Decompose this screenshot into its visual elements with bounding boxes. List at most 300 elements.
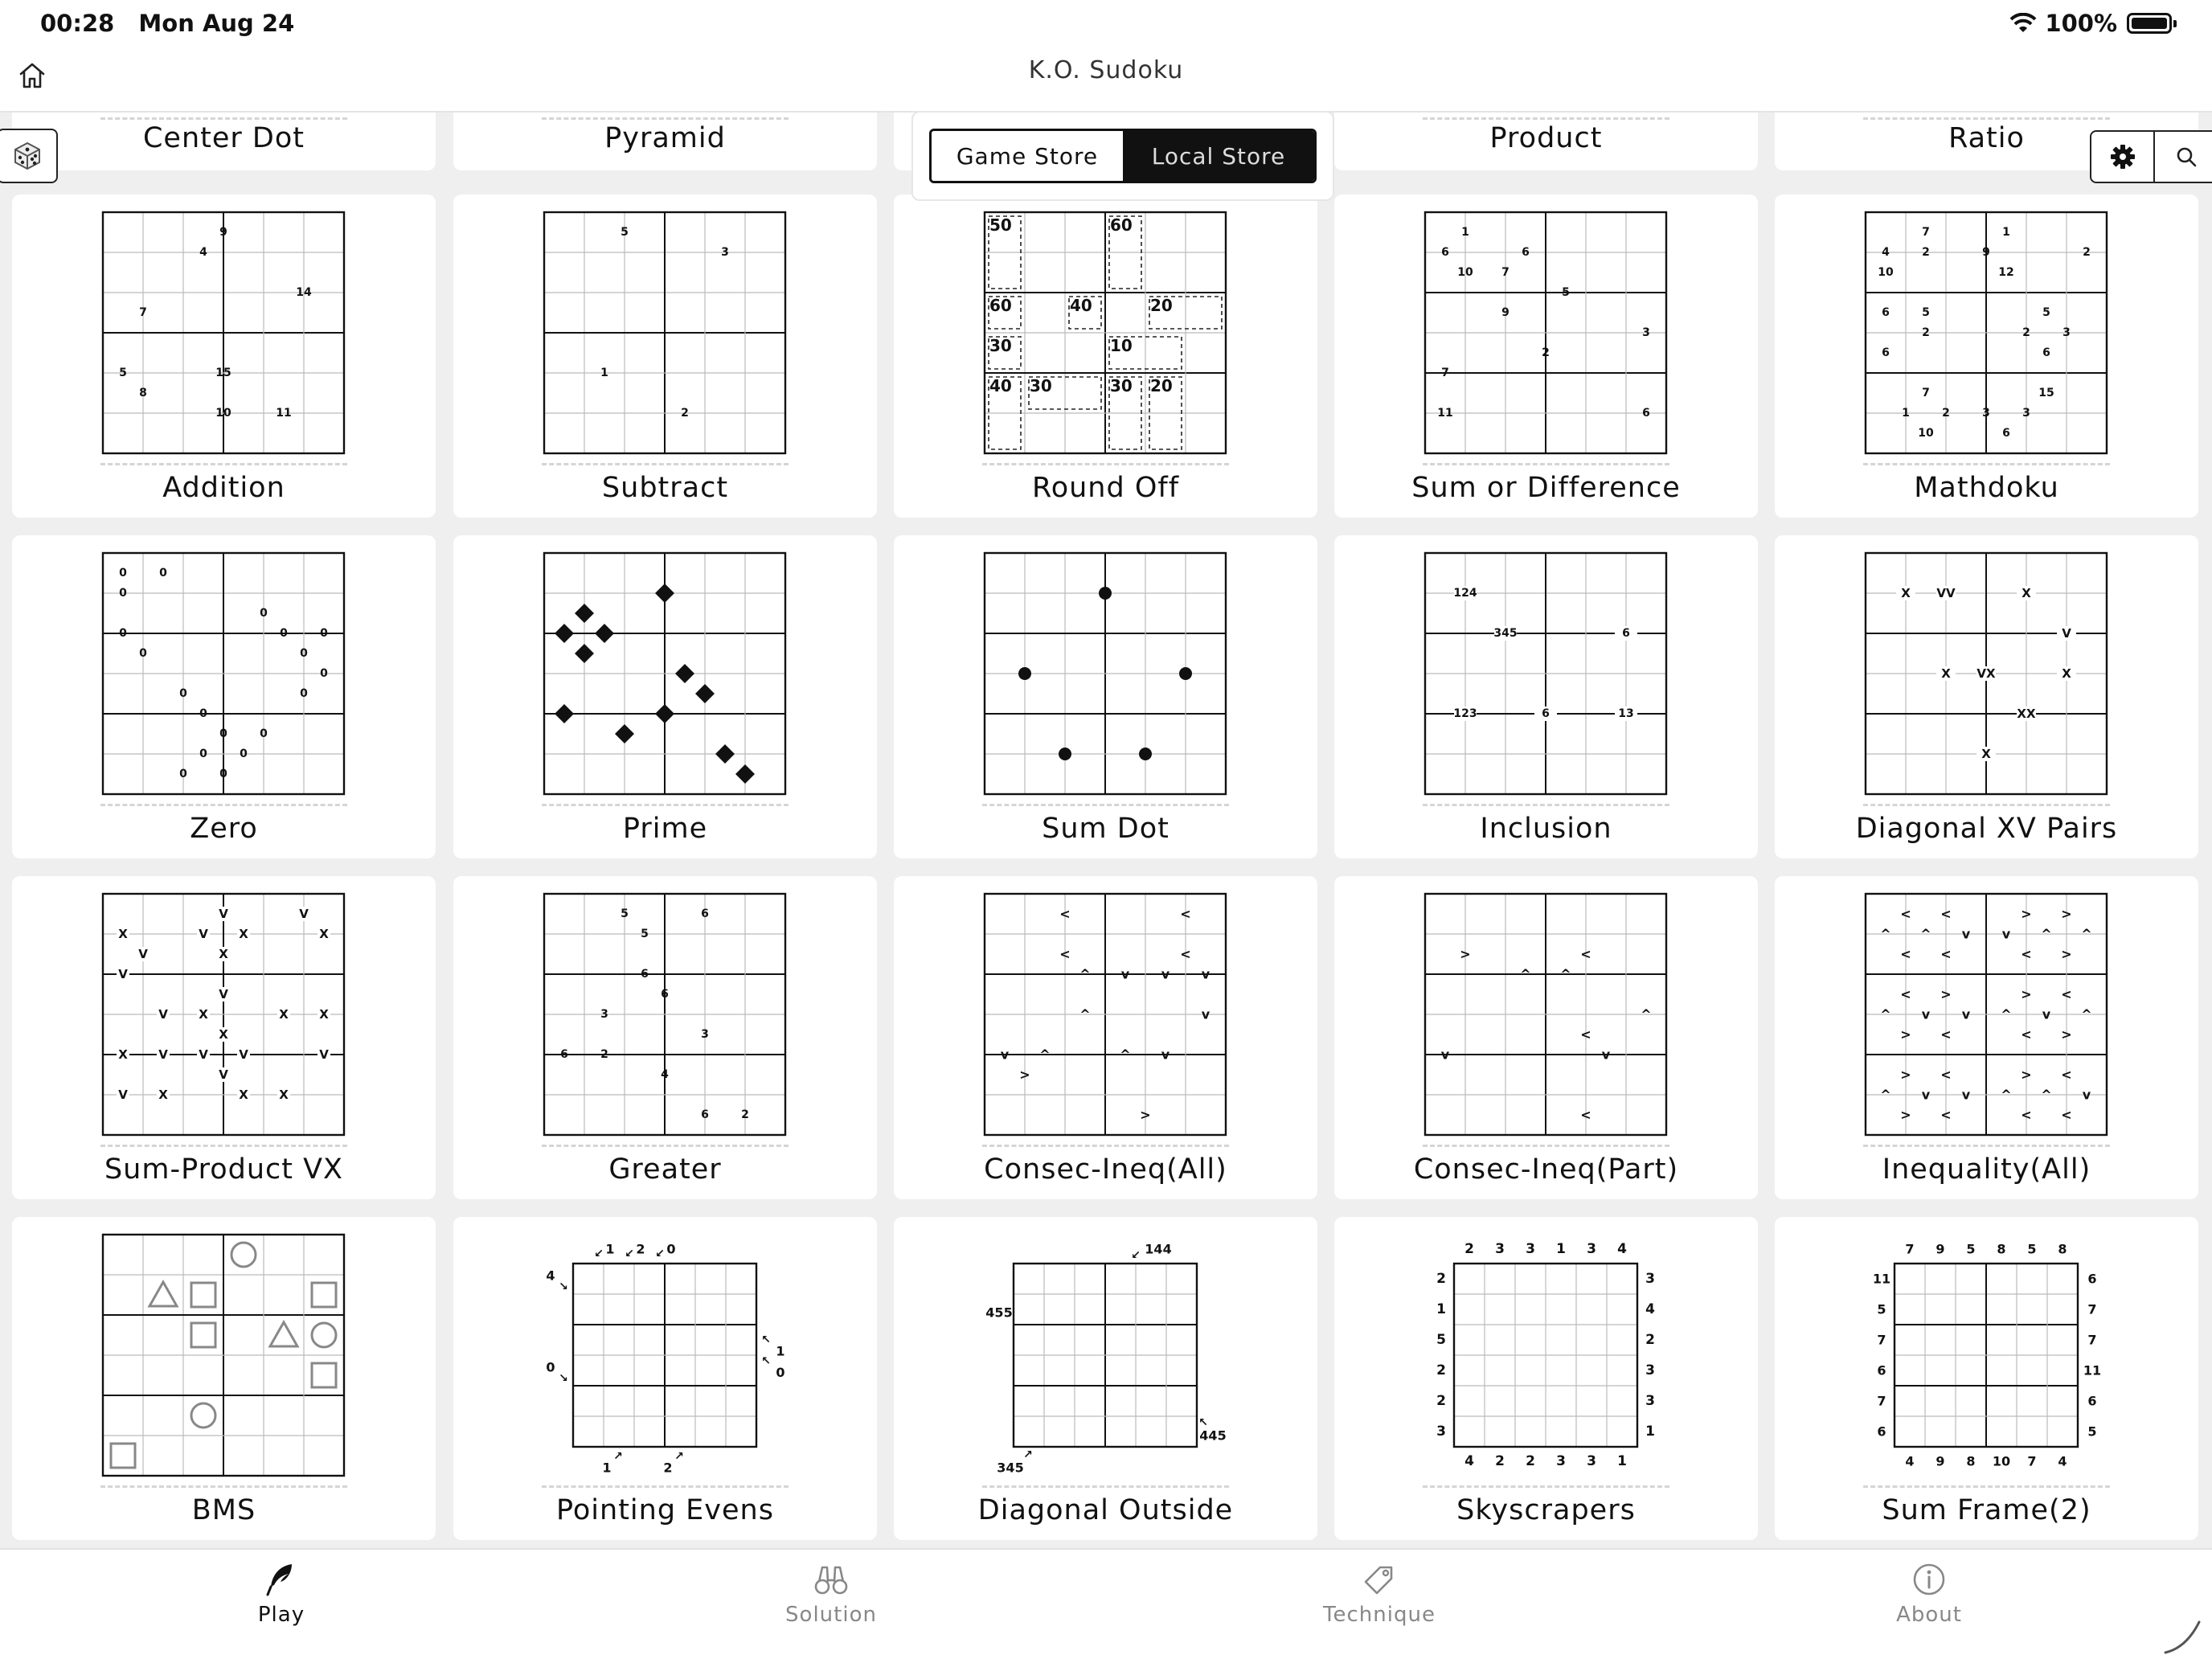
card-divider [1863, 804, 2110, 806]
clue-11: 2 [1922, 326, 1930, 339]
left-clue-1: 0 [546, 1359, 555, 1375]
clue-9: 4 [661, 1068, 669, 1081]
puzzle-label: Inequality(All) [1882, 1153, 2091, 1186]
clue-17: V [199, 1047, 208, 1062]
puzzle-thumbnail [1423, 551, 1668, 796]
clue-8: 0 [300, 647, 308, 660]
ineq-12: < [2021, 946, 2032, 962]
ineq-8: ^ [1079, 1006, 1091, 1022]
ineq-1: < [1180, 906, 1191, 922]
clue-18: V [239, 1047, 248, 1062]
clue-5: 2 [2083, 246, 2091, 259]
clue-23: 6 [2002, 427, 2010, 440]
puzzle-card-sum-or-difference[interactable] [1334, 195, 1758, 518]
clue-8: 2 [1542, 346, 1550, 359]
bms-circle-6 [312, 1323, 336, 1347]
clue-14: 0 [260, 727, 268, 740]
card-divider [542, 463, 789, 465]
settings-button[interactable] [2091, 132, 2155, 182]
puzzle-card-top-1[interactable] [453, 113, 877, 170]
status-time: 00:28 [40, 10, 115, 37]
clue-6: 10 [1878, 266, 1894, 279]
clue-17: 0 [179, 768, 187, 780]
clue-4: X [239, 927, 248, 941]
puzzle-thumbnail [1864, 211, 2108, 455]
right-clue-1: 4 [1645, 1301, 1655, 1317]
card-divider [1423, 1485, 1669, 1488]
puzzle-label: Consec-Ineq(Part) [1413, 1153, 1679, 1186]
puzzle-card-skyscrapers[interactable] [1334, 1217, 1758, 1540]
bottom-clue-0: 1 [602, 1460, 612, 1476]
card-divider [100, 804, 347, 806]
bms-triangle-1 [150, 1282, 177, 1306]
clue-1: 1 [2002, 226, 2010, 239]
clue-22: 10 [1918, 427, 1934, 440]
puzzle-label: Center Dot [142, 122, 305, 154]
right-clue-0: 6 [2087, 1271, 2097, 1287]
ineq-3: < [1580, 946, 1591, 962]
clue-6: 3 [701, 1028, 709, 1041]
top-clue-1: 2 [636, 1241, 645, 1257]
puzzle-card-consec-ineq-all-[interactable] [894, 876, 1317, 1199]
clue-3: 7 [139, 306, 147, 319]
card-divider [1423, 463, 1669, 465]
game-store-tab[interactable]: Game Store [932, 131, 1123, 181]
sum-dot-2 [1179, 667, 1192, 680]
card-divider [542, 1485, 789, 1488]
search-button[interactable] [2155, 132, 2212, 182]
battery-percent: 100% [2045, 10, 2117, 37]
dice-icon [11, 140, 43, 172]
puzzle-card-consec-ineq-part-[interactable] [1334, 876, 1758, 1199]
clue-5: 5 [1562, 286, 1570, 299]
right-clue-3: 3 [1645, 1362, 1655, 1378]
clue-6: X [2062, 666, 2071, 681]
left-clue-2: 5 [1436, 1332, 1446, 1348]
puzzle-label: Sum Dot [1042, 813, 1169, 845]
puzzle-card-inclusion[interactable] [1334, 535, 1758, 858]
puzzle-label: Subtract [601, 472, 729, 504]
clue-0: 1 [1461, 226, 1469, 239]
top-clue-5: 8 [2058, 1241, 2067, 1257]
puzzle-thumbnail [1423, 211, 1668, 455]
clue-1: 3 [721, 246, 729, 259]
left-clue-3: 2 [1436, 1362, 1446, 1378]
prime-diamond-2 [555, 624, 574, 643]
ineq-26: < [2021, 1026, 2032, 1043]
right-clue-3: 11 [2083, 1362, 2102, 1378]
ineq-20: v [1961, 1006, 1971, 1022]
puzzle-label: Zero [190, 813, 258, 845]
clue-7: X [219, 947, 228, 961]
clue-10: V [158, 1007, 168, 1022]
ineq-23: ^ [2081, 1006, 2092, 1022]
clue-8: V [118, 967, 128, 981]
clue-21: 3 [2022, 407, 2030, 420]
sum-dot-1 [1018, 667, 1031, 680]
clue-2: 6 [1522, 246, 1530, 259]
ineq-14: < [1900, 986, 1911, 1002]
top-clue-2: 0 [666, 1241, 676, 1257]
ineq-36: ^ [2041, 1087, 2052, 1103]
puzzle-card-mathdoku[interactable] [1775, 195, 2198, 518]
scroll-indicator [2162, 1616, 2202, 1656]
clue-0: 124 [1453, 587, 1477, 600]
clue-1: 6 [1441, 246, 1449, 259]
clue-16: V [158, 1047, 168, 1062]
right-clue-2: 2 [1645, 1332, 1655, 1348]
clue-3: 2 [681, 407, 689, 420]
tab-technique-label: Technique [1323, 1603, 1436, 1627]
puzzle-label: Skyscrapers [1456, 1494, 1636, 1526]
right-arrow-0: ↖ [761, 1333, 771, 1346]
clue-2: X [2022, 586, 2031, 600]
status-left [40, 10, 310, 37]
clue-6: V [138, 947, 148, 961]
ineq-15: > [1940, 986, 1952, 1002]
tab-about[interactable] [1833, 1561, 2026, 1627]
prime-diamond-6 [695, 684, 715, 703]
puzzle-thumbnail [1423, 1233, 1668, 1477]
ineq-2: < [1059, 946, 1071, 962]
top-clue-5: 4 [1617, 1241, 1627, 1257]
clue-20: V [219, 1067, 228, 1082]
clue-0: 0 [119, 567, 127, 580]
puzzle-card-inequality-all-[interactable] [1775, 876, 2198, 1199]
clue-16: 0 [240, 748, 248, 760]
puzzle-card-diagonal-outside[interactable] [894, 1217, 1317, 1540]
ineq-41: < [2061, 1107, 2072, 1123]
ineq-13: v [1161, 1047, 1170, 1063]
ineq-30: > [2021, 1067, 2032, 1083]
ineq-6: v [1961, 926, 1971, 942]
puzzle-card-greater[interactable] [453, 876, 877, 1199]
clue-8: 6 [1882, 306, 1890, 319]
top-clue-3: 8 [1997, 1241, 2006, 1257]
clue-8: 2 [600, 1048, 608, 1061]
ineq-10: v [1000, 1047, 1010, 1063]
bottom-arrow-0: ↗ [613, 1450, 623, 1463]
ineq-3: > [2061, 906, 2072, 922]
ineq-34: v [1961, 1087, 1971, 1103]
cage-sum-8: 30 [1030, 376, 1052, 395]
tab-technique[interactable] [1283, 1561, 1476, 1627]
card-divider [982, 1485, 1229, 1488]
puzzle-card-prime[interactable] [453, 535, 877, 858]
puzzle-label: Pyramid [604, 122, 726, 154]
cage-sum-6: 10 [1110, 336, 1133, 355]
bms-square-4 [191, 1323, 215, 1347]
ineq-35: ^ [2001, 1087, 2012, 1103]
cage-sum-1: 60 [1110, 215, 1133, 235]
prime-diamond-4 [575, 644, 594, 663]
clue-9: 0 [320, 667, 328, 680]
ineq-18: ^ [1880, 1006, 1891, 1022]
ineq-22: v [2042, 1006, 2051, 1022]
right-clue-5: 1 [1645, 1423, 1655, 1440]
clue-14: 6 [1882, 346, 1890, 359]
puzzle-label: Consec-Ineq(All) [984, 1153, 1227, 1186]
bottom-clue-4: 3 [1587, 1453, 1596, 1469]
ineq-38: > [1900, 1107, 1911, 1123]
clue-1: 0 [159, 567, 167, 580]
puzzle-label: Sum-Product VX [104, 1153, 344, 1186]
top-arrow-2: ↙ [655, 1247, 665, 1260]
clue-4: X [1941, 666, 1951, 681]
bms-square-7 [312, 1363, 336, 1387]
top-clue: 144 [1145, 1241, 1172, 1257]
puzzle-thumbnail [983, 892, 1227, 1137]
puzzle-card-round-off[interactable] [894, 195, 1317, 518]
clue-3: 6 [641, 968, 649, 981]
ineq-5: v [1120, 966, 1130, 982]
puzzle-thumbnail [101, 892, 346, 1137]
top-clue-0: 1 [605, 1241, 615, 1257]
puzzle-thumbnail [1864, 551, 2108, 796]
left-clue-0: 4 [546, 1268, 555, 1284]
bms-square-2 [191, 1283, 215, 1307]
puzzle-label: BMS [191, 1494, 256, 1526]
clue-11: 0 [300, 687, 308, 700]
prime-diamond-10 [715, 744, 735, 764]
cage-sum-5: 30 [989, 336, 1012, 355]
puzzle-card-sum-frame-2-[interactable] [1775, 1217, 2198, 1540]
ineq-1: < [1940, 906, 1952, 922]
clue-1: 4 [199, 246, 207, 259]
clue-7: XX [2017, 707, 2036, 721]
ineq-39: < [1940, 1107, 1952, 1123]
puzzle-thumbnail [1864, 892, 2108, 1137]
prime-diamond-11 [735, 764, 755, 784]
puzzle-card-pointing-evens[interactable] [453, 1217, 877, 1540]
puzzle-card-zero[interactable] [12, 535, 436, 858]
battery-icon [2127, 13, 2172, 34]
card-divider [542, 804, 789, 806]
bottom-clue-3: 10 [1992, 1453, 2011, 1469]
clue-22: X [158, 1088, 168, 1102]
feather-icon [263, 1561, 300, 1598]
puzzle-thumbnail [1864, 1233, 2108, 1477]
ineq-11: < [1940, 946, 1952, 962]
clue-2: 5 [641, 928, 649, 940]
puzzle-label: Inclusion [1480, 813, 1612, 845]
top-clue-2: 5 [1966, 1241, 1976, 1257]
ineq-9: ^ [2081, 926, 2092, 942]
puzzle-card-top-3[interactable] [1334, 113, 1758, 170]
ineq-7: v [2001, 926, 2011, 942]
bottom-clue-2: 2 [1526, 1453, 1535, 1469]
clue-0: 5 [621, 226, 629, 239]
ineq-17: < [2061, 986, 2072, 1002]
store-toggle-inner [929, 129, 1317, 183]
clue-9: V [219, 987, 228, 1002]
ineq-12: ^ [1120, 1047, 1131, 1063]
clue-15: X [118, 1047, 128, 1062]
ineq-19: v [1921, 1006, 1931, 1022]
clue-5: 13 [1618, 707, 1634, 720]
clue-0: V [219, 907, 228, 921]
ineq-10: < [1900, 946, 1911, 962]
clue-1: 345 [1493, 627, 1518, 640]
clue-7: 3 [1642, 326, 1650, 339]
clue-0: 5 [621, 907, 629, 920]
left-clue-1: 5 [1877, 1301, 1886, 1317]
left-clue-5: 6 [1877, 1423, 1886, 1440]
card-divider [542, 1145, 789, 1147]
wifi-icon [2009, 13, 2037, 34]
bms-circle-0 [231, 1243, 256, 1267]
clue-4: 0 [119, 627, 127, 640]
clue-8: 11 [276, 407, 292, 420]
puzzle-label: Mathdoku [1914, 472, 2059, 504]
puzzle-card-sum-product-vx[interactable] [12, 876, 436, 1199]
ineq-31: < [2061, 1067, 2072, 1083]
clue-1: V [299, 907, 309, 921]
info-icon [1911, 1561, 1948, 1598]
ineq-11: ^ [1039, 1047, 1051, 1063]
ineq-4: ^ [1880, 926, 1891, 942]
top-arrow: ↙ [1131, 1249, 1141, 1262]
tab-bar [0, 1548, 2212, 1659]
status-right [2009, 10, 2172, 37]
ineq-2: ^ [1560, 966, 1571, 982]
clue-21: V [118, 1088, 128, 1102]
bottom-clue-5: 1 [1617, 1453, 1627, 1469]
puzzle-label: Prime [622, 813, 708, 845]
puzzle-label: Sum or Difference [1411, 472, 1681, 504]
clue-3: 10 [1457, 266, 1473, 279]
right-clue: 445 [1199, 1428, 1227, 1444]
right-arrow: ↖ [1198, 1416, 1208, 1429]
puzzle-card-top-0[interactable] [12, 113, 436, 170]
clue-11: X [199, 1007, 208, 1022]
cage-sum-0: 50 [989, 215, 1012, 235]
sum-dot-0 [1099, 587, 1112, 600]
clue-11: 6 [1642, 407, 1650, 420]
clue-3: V [199, 927, 208, 941]
ineq-6: v [1161, 966, 1170, 982]
card-divider [1423, 1145, 1669, 1147]
prime-diamond-8 [655, 704, 674, 723]
store-toggle [911, 111, 1334, 201]
ineq-24: > [1900, 1026, 1911, 1043]
left-clue-4: 2 [1436, 1393, 1446, 1409]
ineq-4: ^ [1641, 1006, 1652, 1022]
clue-4: 9 [1982, 246, 1990, 259]
puzzle-card-bms[interactable] [12, 1217, 436, 1540]
clue-2: 6 [1622, 627, 1630, 640]
puzzle-thumbnail [543, 1233, 787, 1477]
bottom-clue-1: 2 [1495, 1453, 1505, 1469]
bms-circle-8 [191, 1403, 215, 1428]
card-divider [982, 804, 1229, 806]
puzzle-label: Round Off [1031, 472, 1180, 504]
search-icon [2175, 145, 2198, 168]
clue-6: 9 [1501, 306, 1509, 319]
ineq-0: < [1059, 906, 1071, 922]
tab-solution[interactable] [735, 1561, 928, 1627]
puzzle-card-sum-dot[interactable] [894, 535, 1317, 858]
card-divider [1863, 1145, 2110, 1147]
tab-play[interactable] [185, 1561, 378, 1627]
clue-5: 3 [600, 1008, 608, 1021]
clue-10: 11 [1437, 407, 1453, 420]
clue-15: 6 [2042, 346, 2050, 359]
binoculars-icon [813, 1561, 850, 1598]
random-dice-button[interactable] [0, 129, 58, 183]
cage-sum-7: 40 [989, 376, 1012, 395]
clue-5: X [319, 927, 329, 941]
top-clue-0: 2 [1464, 1241, 1474, 1257]
ineq-16: > [2021, 986, 2032, 1002]
right-clue-4: 6 [2087, 1393, 2097, 1409]
clue-17: 15 [2038, 387, 2054, 399]
tools-box [2090, 130, 2212, 183]
puzzle-thumbnail [101, 1233, 346, 1477]
clue-3: 123 [1453, 707, 1477, 720]
left-clue: 455 [985, 1305, 1013, 1321]
top-clue-4: 3 [1587, 1241, 1596, 1257]
sum-dot-3 [1059, 748, 1071, 760]
top-clue-1: 3 [1495, 1241, 1505, 1257]
bms-square-9 [111, 1444, 135, 1468]
puzzle-thumbnail [1423, 892, 1668, 1137]
ineq-8: ^ [2041, 926, 2052, 942]
left-clue-1: 1 [1436, 1301, 1446, 1317]
prime-diamond-0 [655, 584, 674, 603]
prime-diamond-1 [575, 604, 594, 623]
clue-24: X [279, 1088, 289, 1102]
card-divider [100, 463, 347, 465]
right-clue-2: 7 [2087, 1332, 2097, 1348]
card-divider [1863, 1485, 2110, 1488]
clue-1: VV [1936, 586, 1956, 600]
ineq-1: ^ [1520, 966, 1531, 982]
prime-diamond-3 [595, 624, 614, 643]
tag-icon [1361, 1561, 1398, 1598]
puzzle-label: Diagonal XV Pairs [1855, 813, 2118, 845]
clue-3: 2 [1922, 246, 1930, 259]
ineq-6: < [1580, 1026, 1591, 1043]
right-clue-1: 0 [776, 1365, 785, 1381]
clue-6: 8 [139, 387, 147, 399]
clue-19: V [319, 1047, 329, 1062]
ineq-8: < [1580, 1107, 1591, 1123]
puzzle-card-diagonal-xv-pairs[interactable] [1775, 535, 2198, 858]
prime-diamond-9 [615, 724, 634, 743]
bottom-arrow-1: ↗ [674, 1450, 684, 1463]
clue-10: 5 [2042, 306, 2050, 319]
bottom-clue-4: 7 [2027, 1453, 2037, 1469]
clue-3: V [2062, 626, 2071, 641]
local-store-tab[interactable]: Local Store [1123, 131, 1314, 181]
clue-6: 0 [320, 627, 328, 640]
clue-4: 5 [119, 367, 127, 379]
clue-8: X [1981, 747, 1991, 761]
ineq-7: v [1601, 1047, 1611, 1063]
status-date: Mon Aug 24 [138, 10, 295, 37]
puzzle-card-addition[interactable] [12, 195, 436, 518]
bottom-clue: 345 [997, 1460, 1024, 1476]
clue-2: 0 [119, 587, 127, 600]
bottom-clue-0: 4 [1905, 1453, 1915, 1469]
puzzle-card-subtract[interactable] [453, 195, 877, 518]
clue-12: 2 [2022, 326, 2030, 339]
clue-14: X [219, 1027, 228, 1042]
clue-9: 7 [1441, 367, 1449, 379]
ineq-9: v [1201, 1006, 1210, 1022]
puzzle-label: Addition [162, 472, 285, 504]
